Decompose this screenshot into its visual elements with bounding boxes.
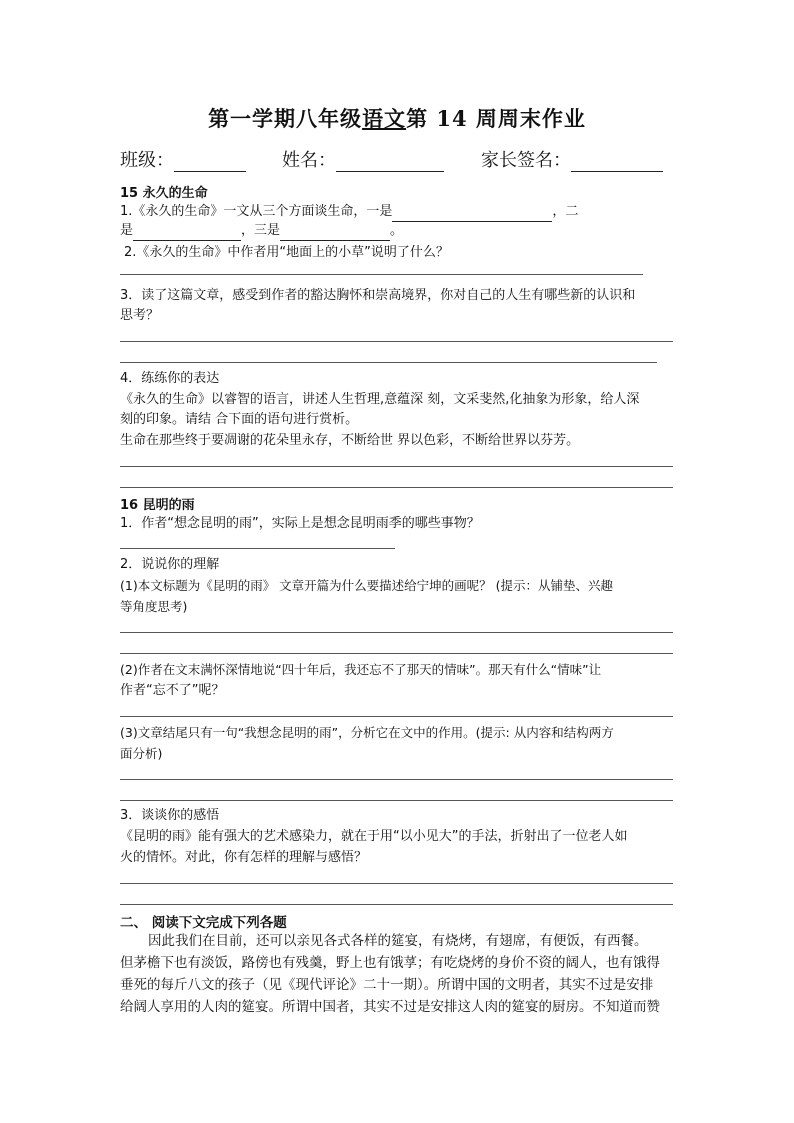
sec16-q2c-line2: 面分析) [120, 746, 163, 761]
name-label: 姓名： [282, 150, 336, 171]
answer-line[interactable] [120, 800, 673, 801]
sec15-q4-line2: 刻的印象。请结 合下面的语句进行赏析。 [120, 412, 359, 427]
answer-line[interactable] [120, 883, 673, 884]
title-underlined: 语文 [362, 106, 407, 131]
sec15-q4-title: 4．练练你的表达 [120, 371, 220, 386]
section-15-heading: 15 永久的生命 [120, 186, 208, 201]
answer-line[interactable] [120, 274, 643, 275]
class-blank[interactable] [174, 151, 246, 172]
passage-line-1: 因此我们在目前，还可以亲见各式各样的筵宴，有烧烤，有翅席，有便饭，有西餐。 [148, 933, 648, 949]
name-blank[interactable] [336, 151, 444, 172]
sec15-q1-text-a: 1.《永久的生命》一文从三个方面谈生命，一是 [120, 204, 393, 219]
parent-signature-field [481, 146, 663, 172]
answer-line[interactable] [120, 466, 673, 467]
sec16-q2c-line1: (3)文章结尾只有一句“我想念昆明的雨”，分析它在文中的作用。(提示: 从内容和结构两方 [120, 725, 614, 740]
answer-line[interactable] [120, 362, 657, 363]
sec16-q3-line1: 《昆明的雨》能有强大的艺术感染力，就在于用“以小见大”的手法，折射出了一位老人如 [120, 829, 628, 844]
sec15-q1-text-c: 是 [120, 223, 134, 238]
answer-line[interactable] [120, 904, 673, 905]
sec16-q2b-line1: (2)作者在文末满怀深情地说“四十年后，我还忘不了那天的情味”。那天有什么“情味”让 [120, 662, 602, 677]
answer-line[interactable] [120, 716, 673, 717]
sec16-q3-title: 3．谈谈你的感悟 [120, 808, 220, 823]
sec15-q2: 2.《永久的生命》中作者用“地面上的小草”说明了什么？ [124, 245, 449, 260]
q1-blank-3[interactable] [280, 226, 390, 241]
sec15-q3-line1: 3．读了这篇文章，感受到作者的豁达胸怀和崇高境界，你对自己的人生有哪些新的认识和 [120, 288, 636, 303]
passage-line-4: 给阔人享用的人肉的筵宴。所谓中国者，其实不过是安排这人肉的筵宴的厨房。不知道而赞 [120, 999, 660, 1015]
answer-line[interactable] [120, 779, 673, 780]
sec15-q3-line2: 思考？ [120, 308, 160, 323]
passage-line-2: 但茅檐下也有淡饭，路傍也有残羹，野上也有饿莩；有吃烧烤的身价不资的阔人，也有饿得 [120, 955, 660, 971]
sec15-q4-line3: 生命在那些终于要凋谢的花朵里永存，不断给世 界以色彩，不断给世界以芬芳。 [120, 433, 580, 448]
answer-line[interactable] [120, 653, 673, 654]
q1-blank-1[interactable] [392, 207, 552, 222]
name-field [282, 146, 444, 172]
title-prefix: 第一学期八年级 [208, 106, 363, 131]
parent-label: 家长签名： [481, 150, 571, 171]
part2-heading: 二、 阅读下文完成下列各题 [120, 915, 287, 931]
answer-line[interactable] [120, 341, 673, 342]
parent-blank[interactable] [571, 151, 663, 172]
page-title [0, 103, 794, 133]
sec15-q1-line2 [120, 221, 403, 241]
sec16-q2b-line2: 作者“忘不了”呢？ [120, 683, 225, 698]
answer-line[interactable] [120, 487, 673, 488]
q1-blank-2[interactable] [133, 226, 241, 241]
sec16-q1: 1．作者“想念昆明的雨”，实际上是想念昆明雨季的哪些事物？ [120, 516, 480, 531]
section-16-heading: 16 昆明的雨 [120, 498, 195, 513]
sec15-q1-text-e: 。 [390, 223, 404, 238]
sec16-q2-title: 2．说说你的理解 [120, 557, 220, 572]
class-label: 班级： [120, 150, 174, 171]
sec16-q2a-line1: (1)本文标题为《昆明的雨》 文章开篇为什么要描述给宁坤的画呢？ (提示：从铺垫、兴趣 [120, 578, 614, 593]
sec15-q1-line1 [120, 202, 578, 222]
sec16-q3-line2: 火的情怀。对此，你有怎样的理解与感悟？ [120, 850, 368, 865]
sec15-q1-text-b: ，二 [552, 204, 579, 219]
title-suffix: 第 14 周周末作业 [406, 106, 586, 131]
sec15-q4-line1: 《永久的生命》以睿智的语言，讲述人生哲理,意蕴深 刻，文采斐然,化抽象为形象，给人深 [120, 392, 640, 407]
answer-line[interactable] [120, 632, 673, 633]
answer-line[interactable] [120, 548, 395, 549]
class-field [120, 146, 246, 172]
sec15-q1-text-d: ，三是 [241, 223, 281, 238]
passage-line-3: 垂死的每斤八文的孩子（见《现代评论》二十一期）。所谓中国的文明者，其实不过是安排 [120, 977, 654, 993]
sec16-q2a-line2: 等角度思考) [120, 599, 188, 614]
